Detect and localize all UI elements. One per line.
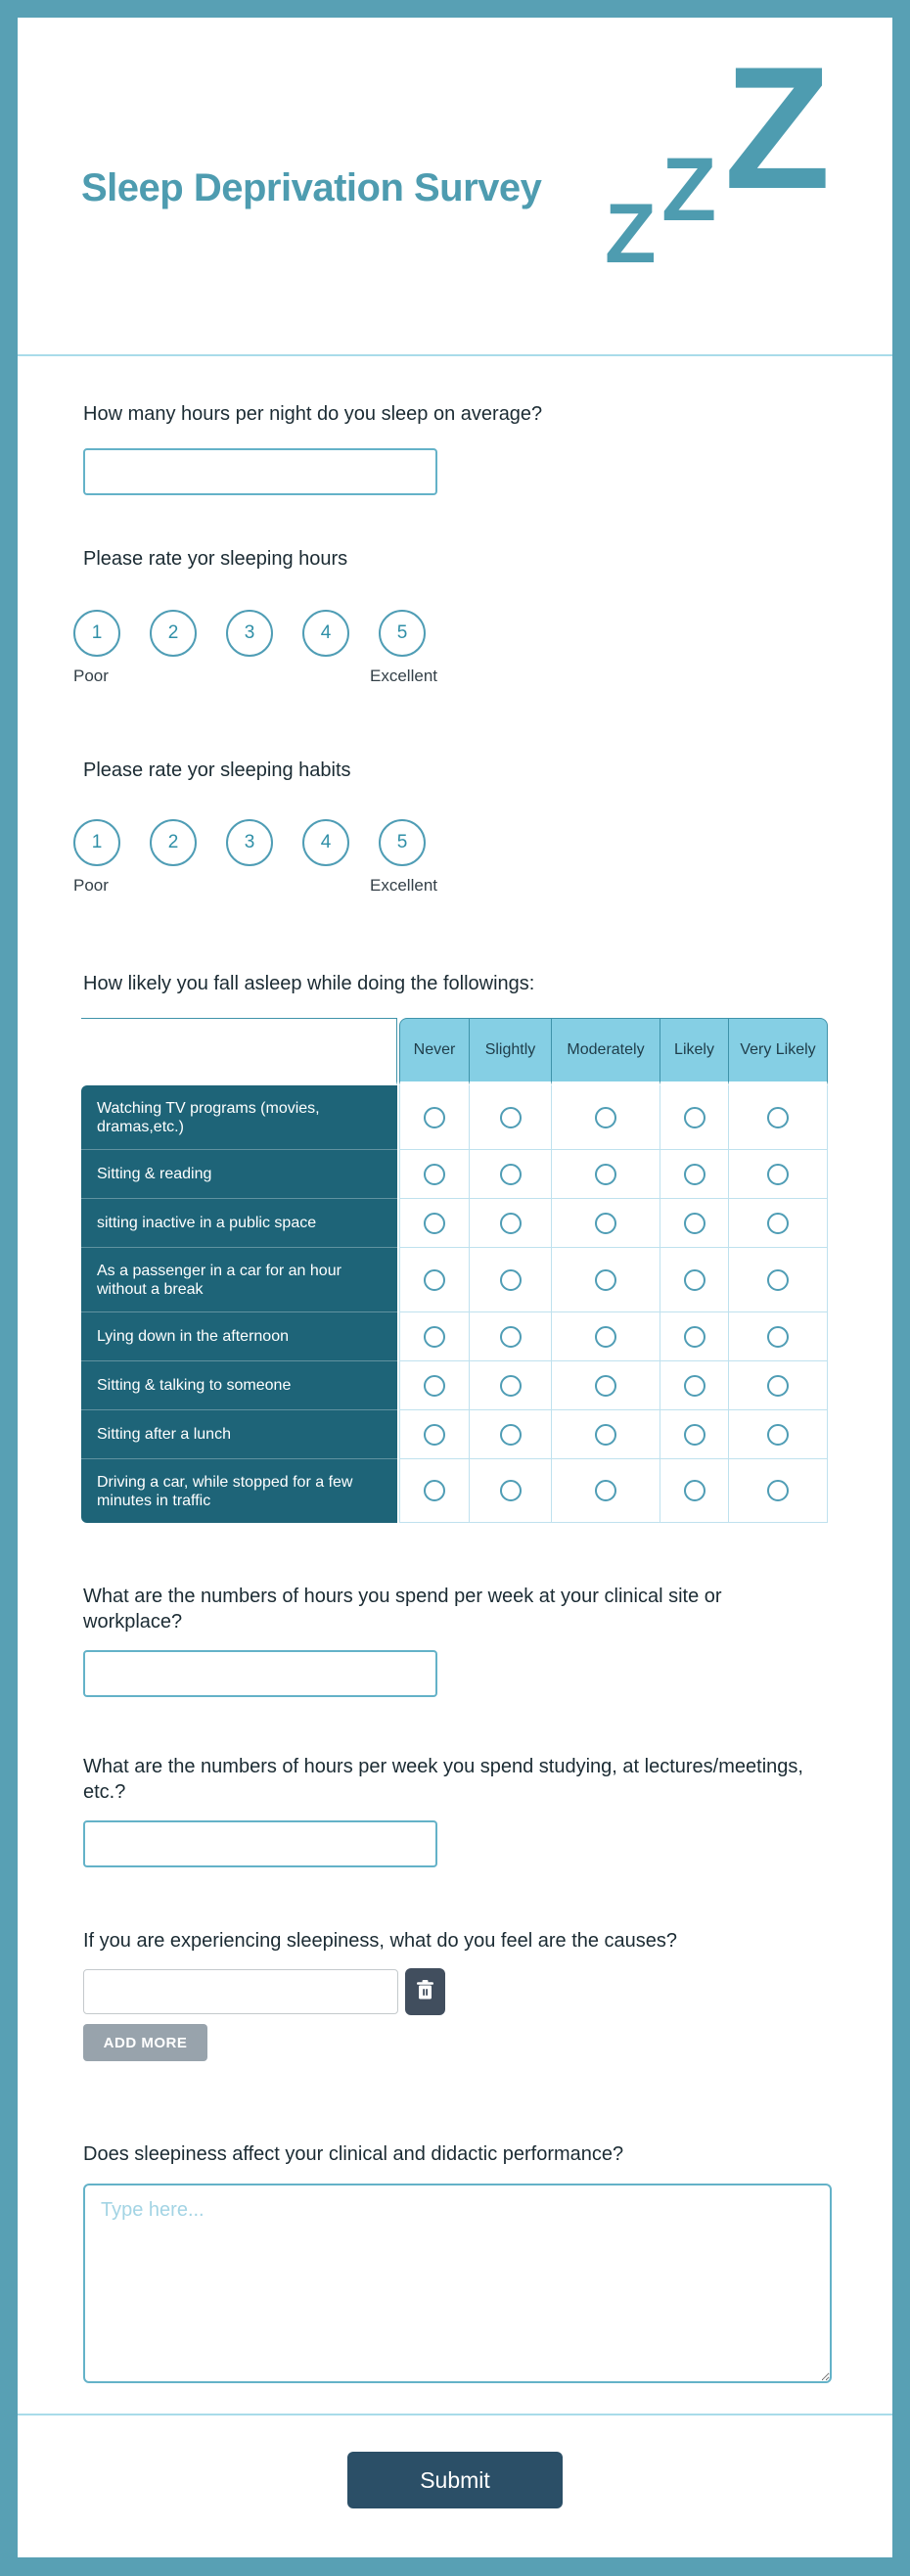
question-hours-per-night-label: How many hours per night do you sleep on average? xyxy=(83,403,543,425)
matrix-corner-cell xyxy=(81,1018,397,1085)
matrix-radio[interactable] xyxy=(424,1213,445,1234)
matrix-radio[interactable] xyxy=(595,1375,616,1397)
matrix-radio[interactable] xyxy=(424,1424,445,1446)
sleepiness-cause-input[interactable] xyxy=(83,1969,398,2014)
sleeping-habits-rating-1[interactable]: 1 xyxy=(73,819,120,866)
matrix-cell xyxy=(729,1459,828,1523)
matrix-radio[interactable] xyxy=(684,1480,705,1501)
studying-hours-input[interactable] xyxy=(83,1820,437,1867)
matrix-radio[interactable] xyxy=(767,1480,789,1501)
matrix-row-label: sitting inactive in a public space xyxy=(81,1199,397,1248)
matrix-cell xyxy=(552,1459,660,1523)
matrix-radio[interactable] xyxy=(595,1326,616,1348)
matrix-cell xyxy=(470,1459,552,1523)
matrix-radio[interactable] xyxy=(767,1326,789,1348)
matrix-row-label: Driving a car, while stopped for a few minutes in traffic xyxy=(81,1459,397,1523)
matrix-cell xyxy=(552,1248,660,1312)
matrix-radio[interactable] xyxy=(595,1480,616,1501)
matrix-radio[interactable] xyxy=(684,1269,705,1291)
matrix-cell xyxy=(470,1361,552,1410)
matrix-cell xyxy=(470,1312,552,1361)
matrix-cell xyxy=(470,1410,552,1459)
matrix-radio[interactable] xyxy=(767,1164,789,1185)
matrix-col-header-slightly: Slightly xyxy=(470,1018,552,1085)
sleep-z-icon-medium: Z xyxy=(661,140,717,240)
sleeping-hours-rating-group xyxy=(73,610,827,657)
matrix-radio[interactable] xyxy=(500,1326,522,1348)
form-content xyxy=(18,401,892,2383)
matrix-cell xyxy=(399,1410,470,1459)
matrix-cell xyxy=(660,1361,729,1410)
matrix-radio[interactable] xyxy=(500,1107,522,1128)
matrix-radio[interactable] xyxy=(500,1269,522,1291)
matrix-cell xyxy=(729,1199,828,1248)
matrix-radio[interactable] xyxy=(684,1375,705,1397)
matrix-radio[interactable] xyxy=(424,1107,445,1128)
matrix-cell xyxy=(470,1150,552,1199)
sleeping-habits-rating-4[interactable]: 4 xyxy=(302,819,349,866)
matrix-cell xyxy=(729,1085,828,1150)
scale-min-label: Poor xyxy=(73,876,109,895)
submit-row xyxy=(18,2452,892,2508)
matrix-radio[interactable] xyxy=(500,1375,522,1397)
matrix-radio[interactable] xyxy=(684,1164,705,1185)
matrix-col-header-likely: Likely xyxy=(660,1018,729,1085)
matrix-cell xyxy=(660,1199,729,1248)
matrix-radio[interactable] xyxy=(424,1375,445,1397)
footer-divider xyxy=(18,2414,892,2415)
matrix-row-label: Sitting & talking to someone xyxy=(81,1361,397,1410)
matrix-row-label: Lying down in the afternoon xyxy=(81,1312,397,1361)
sleeping-habits-rating-group xyxy=(73,819,827,866)
matrix-radio[interactable] xyxy=(595,1213,616,1234)
matrix-radio[interactable] xyxy=(595,1107,616,1128)
sleeping-hours-scale-labels xyxy=(73,667,437,686)
matrix-cell xyxy=(729,1150,828,1199)
sleeping-habits-rating-3[interactable]: 3 xyxy=(226,819,273,866)
matrix-cell xyxy=(729,1248,828,1312)
matrix-cell xyxy=(399,1361,470,1410)
matrix-col-header-very-likely: Very Likely xyxy=(729,1018,828,1085)
matrix-radio[interactable] xyxy=(424,1269,445,1291)
matrix-radio[interactable] xyxy=(684,1107,705,1128)
matrix-radio[interactable] xyxy=(595,1164,616,1185)
matrix-cell xyxy=(660,1312,729,1361)
matrix-cell xyxy=(470,1248,552,1312)
sleeping-habits-rating-5[interactable]: 5 xyxy=(379,819,426,866)
sleeping-hours-rating-2[interactable]: 2 xyxy=(150,610,197,657)
matrix-row-label: As a passenger in a car for an hour without a break xyxy=(81,1248,397,1312)
question-sleepiness-causes-label: If you are experiencing sleepiness, what do you feel are the causes? xyxy=(83,1930,678,1952)
scale-max-label: Excellent xyxy=(370,876,437,895)
question-fall-asleep-matrix-label: How likely you fall asleep while doing the followings: xyxy=(83,973,535,994)
scale-max-label: Excellent xyxy=(370,667,437,685)
matrix-radio[interactable] xyxy=(767,1424,789,1446)
clinical-hours-input[interactable] xyxy=(83,1650,437,1697)
scale-min-label: Poor xyxy=(73,667,109,685)
question-performance-label: Does sleepiness affect your clinical and didactic performance? xyxy=(83,2143,624,2165)
matrix-cell xyxy=(729,1312,828,1361)
trash-icon xyxy=(416,1980,434,2003)
matrix-row-label: Sitting after a lunch xyxy=(81,1410,397,1459)
sleeping-hours-rating-5[interactable]: 5 xyxy=(379,610,426,657)
matrix-cell xyxy=(399,1150,470,1199)
matrix-radio[interactable] xyxy=(767,1375,789,1397)
sleeping-hours-rating-4[interactable]: 4 xyxy=(302,610,349,657)
sleep-z-icon-small: Z xyxy=(605,187,657,281)
matrix-cell xyxy=(660,1410,729,1459)
form-page xyxy=(18,18,892,2557)
matrix-col-header-never: Never xyxy=(399,1018,470,1085)
question-rate-sleeping-habits-label: Please rate yor sleeping habits xyxy=(83,759,351,781)
matrix-cell xyxy=(470,1085,552,1150)
matrix-cell xyxy=(399,1312,470,1361)
matrix-radio[interactable] xyxy=(767,1107,789,1128)
matrix-cell xyxy=(729,1361,828,1410)
form-header xyxy=(18,18,892,356)
matrix-radio[interactable] xyxy=(684,1424,705,1446)
matrix-radio[interactable] xyxy=(500,1480,522,1501)
sleeping-habits-rating-2[interactable]: 2 xyxy=(150,819,197,866)
sleepiness-causes-row xyxy=(83,1969,827,2015)
submit-button[interactable]: Submit xyxy=(347,2452,563,2508)
matrix-cell xyxy=(470,1199,552,1248)
add-more-button[interactable]: ADD MORE xyxy=(83,2024,207,2061)
matrix-radio[interactable] xyxy=(767,1213,789,1234)
sleep-z-icon-large: Z xyxy=(724,30,831,225)
sleeping-hours-rating-1[interactable]: 1 xyxy=(73,610,120,657)
hours-per-night-input[interactable] xyxy=(83,448,437,495)
matrix-cell xyxy=(660,1248,729,1312)
matrix-cell xyxy=(399,1459,470,1523)
matrix-row-label: Sitting & reading xyxy=(81,1150,397,1199)
matrix-cell xyxy=(552,1361,660,1410)
performance-textarea[interactable] xyxy=(83,2184,832,2383)
matrix-row-label: Watching TV programs (movies, dramas,etc.) xyxy=(81,1085,397,1150)
sleeping-hours-rating-3[interactable]: 3 xyxy=(226,610,273,657)
matrix-radio[interactable] xyxy=(595,1269,616,1291)
matrix-radio[interactable] xyxy=(767,1269,789,1291)
matrix-cell xyxy=(660,1459,729,1523)
fall-asleep-matrix-table xyxy=(81,1018,828,1523)
matrix-cell xyxy=(552,1312,660,1361)
sleeping-habits-scale-labels xyxy=(73,876,437,896)
question-studying-hours-label: What are the numbers of hours per week you spend studying, at lectures/meetings, etc.? xyxy=(83,1756,803,1803)
matrix-cell xyxy=(552,1150,660,1199)
question-clinical-hours-label: What are the numbers of hours you spend per week at your clinical site or workplace? xyxy=(83,1586,722,1633)
matrix-cell xyxy=(552,1199,660,1248)
matrix-radio[interactable] xyxy=(500,1424,522,1446)
matrix-radio[interactable] xyxy=(684,1213,705,1234)
matrix-cell xyxy=(660,1085,729,1150)
matrix-col-header-moderately: Moderately xyxy=(552,1018,660,1085)
matrix-radio[interactable] xyxy=(684,1326,705,1348)
matrix-radio[interactable] xyxy=(500,1213,522,1234)
matrix-radio[interactable] xyxy=(424,1480,445,1501)
matrix-cell xyxy=(552,1085,660,1150)
matrix-radio[interactable] xyxy=(500,1164,522,1185)
matrix-radio[interactable] xyxy=(424,1326,445,1348)
matrix-cell xyxy=(399,1248,470,1312)
matrix-cell xyxy=(399,1085,470,1150)
matrix-cell xyxy=(660,1150,729,1199)
form-title: Sleep Deprivation Survey xyxy=(81,166,542,209)
matrix-radio[interactable] xyxy=(595,1424,616,1446)
matrix-cell xyxy=(729,1410,828,1459)
question-rate-sleeping-hours-label: Please rate yor sleeping hours xyxy=(83,548,348,570)
matrix-cell xyxy=(399,1199,470,1248)
matrix-cell xyxy=(552,1410,660,1459)
delete-cause-button[interactable] xyxy=(405,1968,445,2015)
matrix-radio[interactable] xyxy=(424,1164,445,1185)
